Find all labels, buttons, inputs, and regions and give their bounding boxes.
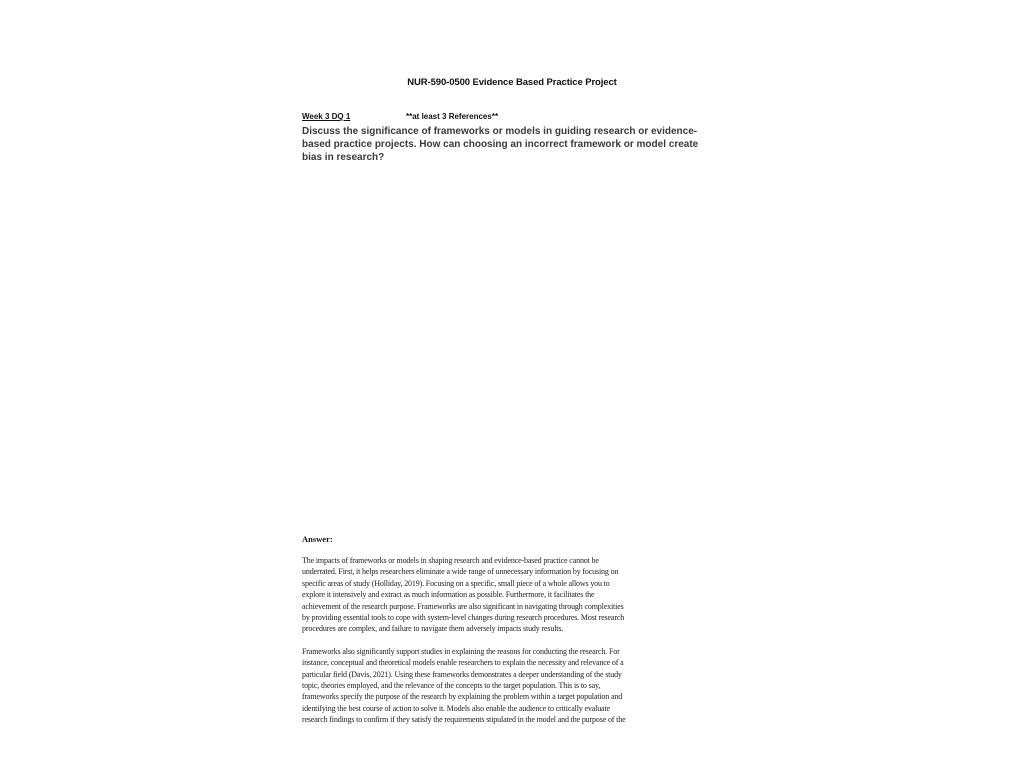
- paragraph-line: instance, conceptual and theoretical models enable researchers to explain the necessity and relevance of a: [302, 658, 624, 668]
- assignment-header: [302, 112, 498, 121]
- paragraph-line: research findings to confirm if they satisfy the requirements stipulated in the model and the purpose of the: [302, 715, 626, 725]
- paragraph-line: explore it intensively and extract as much information as possible. Furthermore, it facilitates the: [302, 590, 595, 600]
- discussion-question: [302, 125, 722, 164]
- question-line: based practice projects. How can choosing an incorrect framework or model create: [302, 139, 699, 150]
- paragraph-line: by providing essential tools to cope with system-level changes during research procedures. Most research: [302, 613, 625, 623]
- paragraph-line: topic, theories employed, and the relevance of the concepts to the target population. This is to say,: [302, 681, 601, 691]
- question-line: bias in research?: [302, 152, 385, 163]
- answer-paragraph-1: [302, 555, 722, 635]
- answer-paragraph-2: [302, 646, 722, 726]
- answer-body: [302, 555, 722, 737]
- week-label: Week 3 DQ 1: [302, 112, 351, 121]
- paragraph-line: specific areas of study (Holliday, 2019). Focusing on a specific, small piece of a whole allows you to: [302, 578, 610, 588]
- paragraph-line: particular field (Davis, 2021). Using these frameworks demonstrates a deeper understanding of the study: [302, 669, 622, 679]
- paragraph-line: achievement of the research purpose. Frameworks are also significant in navigating through complexities: [302, 601, 624, 611]
- paragraph-line: The impacts of frameworks or models in shaping research and evidence-based practice cannot be: [302, 556, 599, 565]
- paragraph-line: frameworks specify the purpose of the research by explaining the problem within a target population and: [302, 692, 623, 702]
- answer-heading: Answer:: [302, 534, 333, 544]
- paragraph-line: Frameworks also significantly support studies in explaining the reasons for conducting the research. For: [302, 646, 620, 656]
- document-title: NUR-590-0500 Evidence Based Practice Project: [407, 77, 617, 88]
- paragraph-line: procedures are complex, and failure to navigate them adversely impacts study results.: [302, 624, 564, 634]
- paragraph-line: identifying the best course of action to solve it. Models also enable the audience to critically evaluate: [302, 703, 610, 713]
- paragraph-line: underrated. First, it helps researchers eliminate a wide range of unnecessary information by focusing on: [302, 567, 619, 577]
- question-line: Discuss the significance of frameworks or models in guiding research or evidence-: [302, 126, 698, 137]
- references-note: **at least 3 References**: [406, 112, 499, 121]
